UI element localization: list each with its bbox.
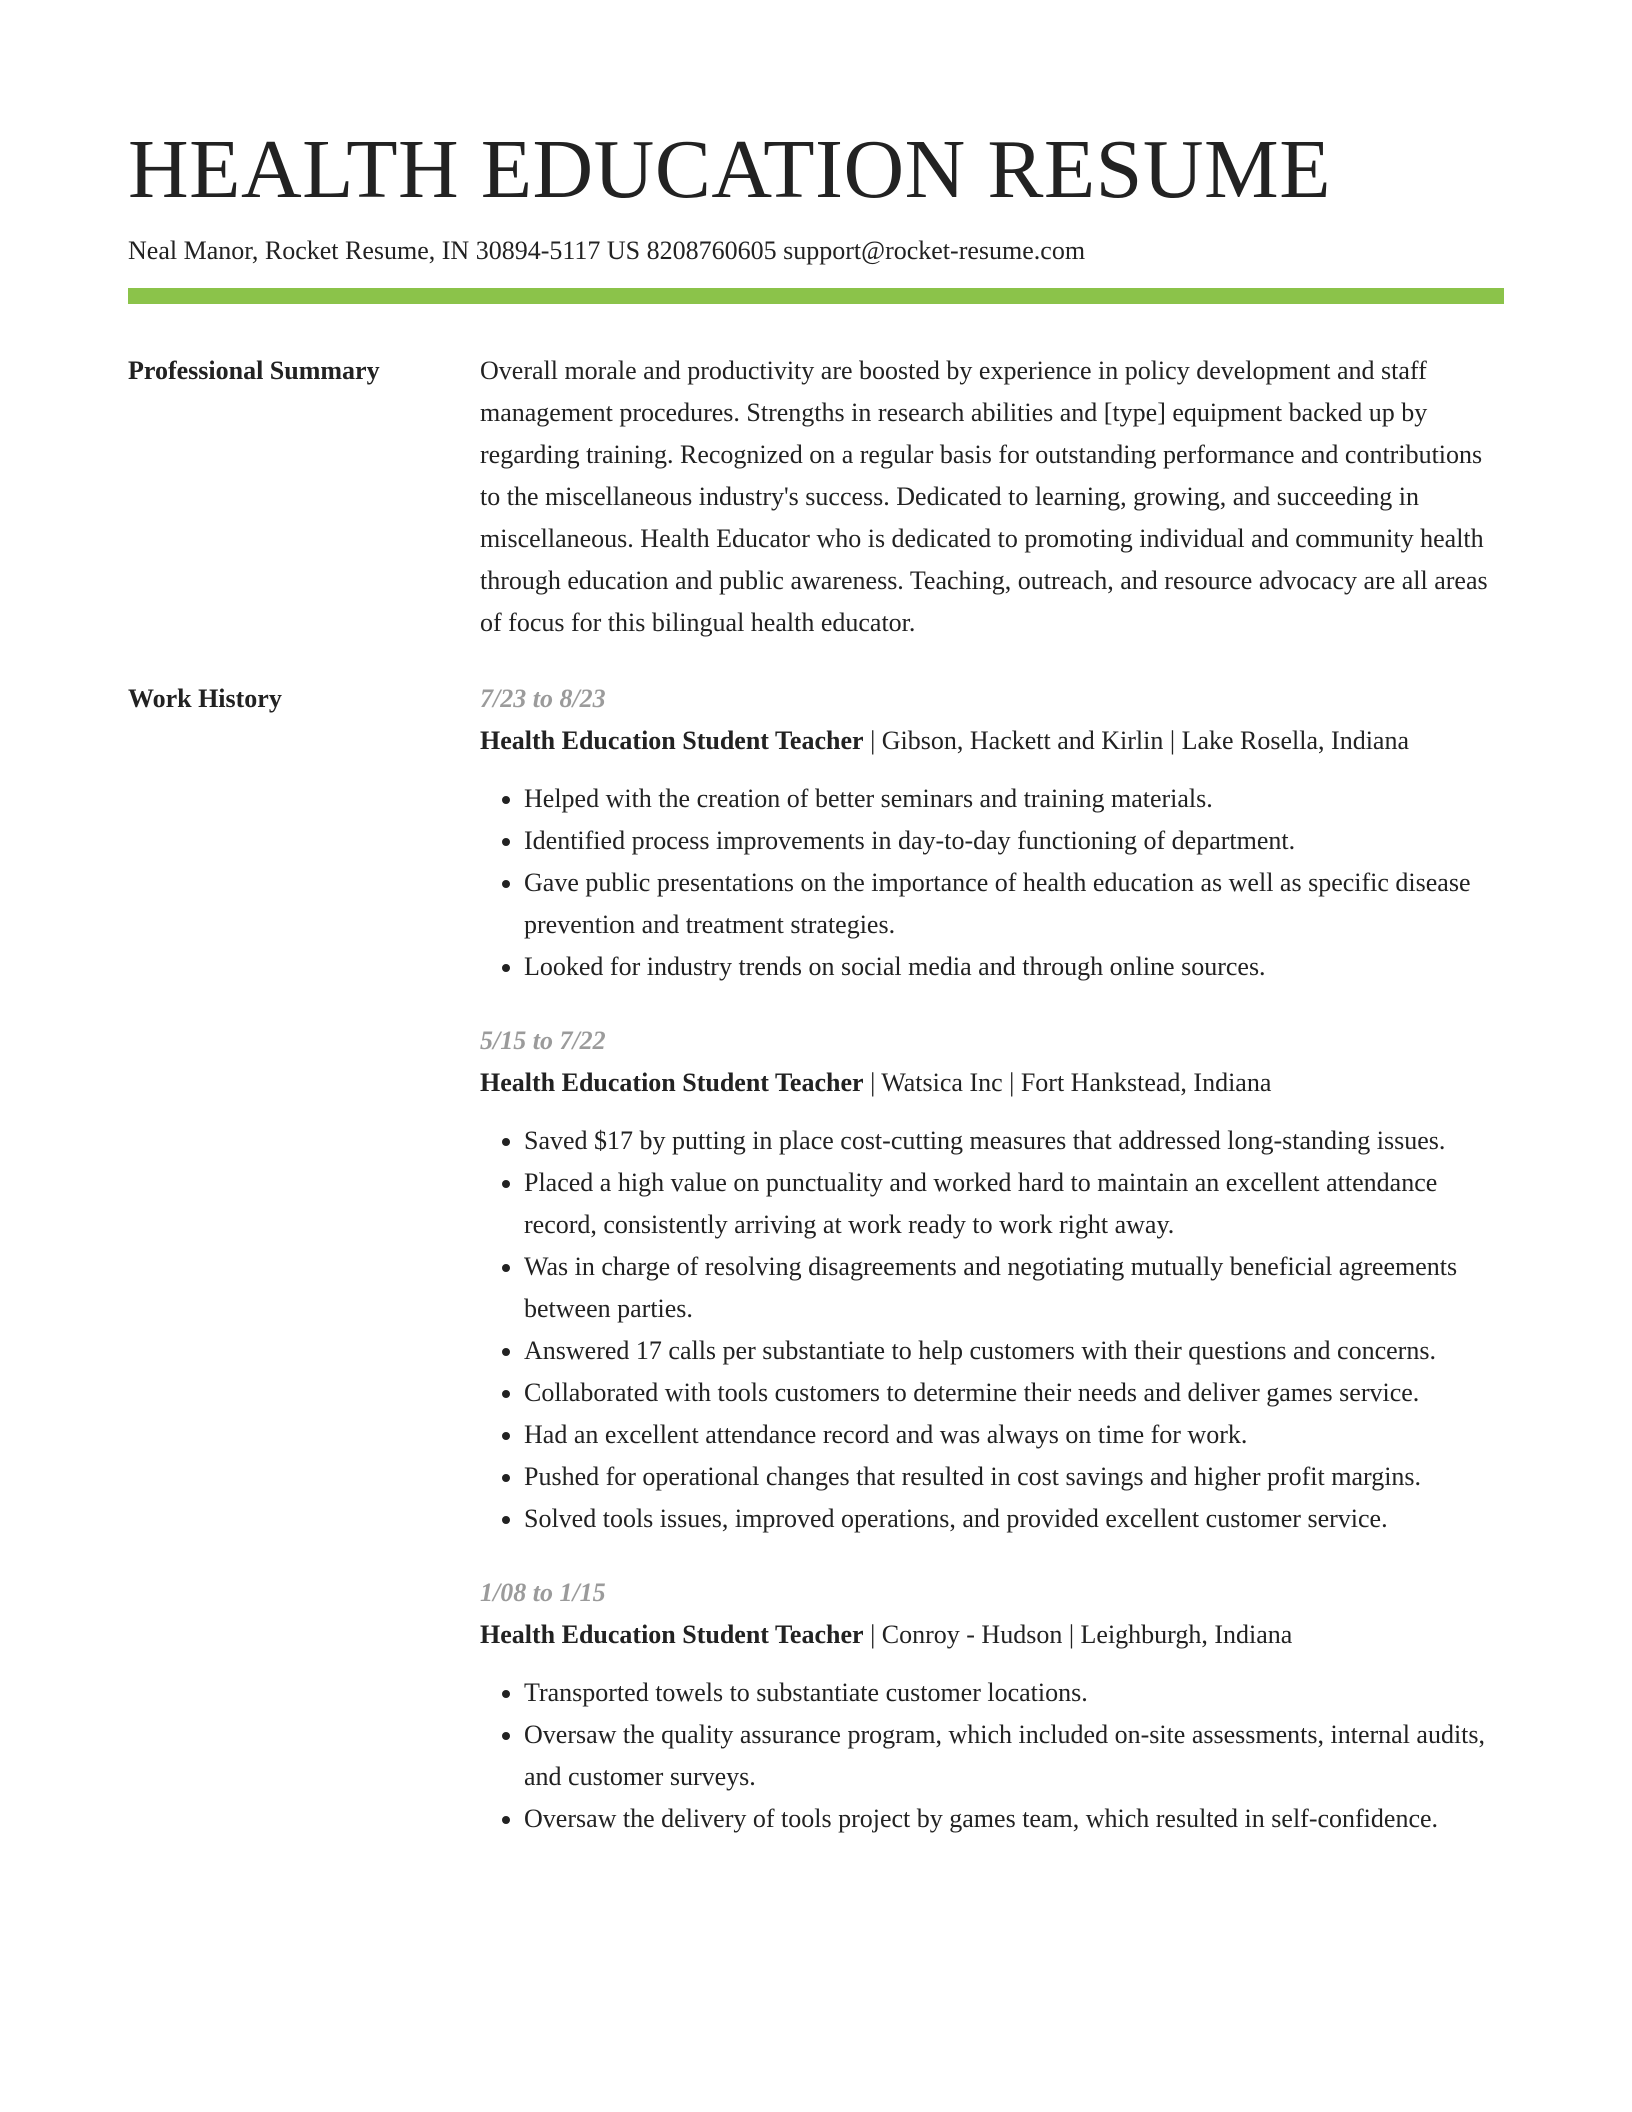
job-bullet-list	[480, 1120, 1504, 1540]
section-label-work-history: Work History	[128, 684, 282, 713]
job-bullet: • Answered 17 calls per substantiate to help customers with their questions and concerns.	[524, 1330, 1504, 1372]
job-bullet: • Placed a high value on punctuality and worked hard to maintain an excellent attendance record, consistently arriving at work ready to work right away.	[524, 1162, 1504, 1246]
job-dates: 5/15 to 7/22	[480, 1026, 606, 1055]
job-entry	[480, 1572, 1504, 1840]
job-entry	[480, 678, 1504, 988]
work-history-section	[128, 678, 1504, 1872]
job-bullet: • Saved $17 by putting in place cost-cutting measures that addressed long-standing issues.	[524, 1120, 1504, 1162]
summary-body	[480, 350, 1504, 644]
job-heading	[480, 1062, 1504, 1104]
summary-text: Overall morale and productivity are boosted by experience in policy development and staff management procedures. Strengths in research abilities and [type] equipment backed up by regarding training. Recognized on a regular basis for outstanding performance and contributions to the miscellaneous industry's success. Dedicated to learning, growing, and succeeding in miscellaneous. Health Educator who is dedicated to promoting individual and community health through education and public awareness. Teaching, outreach, and resource advocacy are all areas of focus for this bilingual health educator.	[480, 356, 1488, 637]
job-entry	[480, 1020, 1504, 1540]
job-bullet: • Oversaw the quality assurance program, which included on-site assessments, internal audits, and customer surveys.	[524, 1714, 1504, 1798]
job-employer-location: | Gibson, Hackett and Kirlin | Lake Rosella, Indiana	[863, 726, 1409, 755]
resume-page	[128, 0, 1504, 1872]
work-history-body	[480, 678, 1504, 1872]
job-dates: 1/08 to 1/15	[480, 1578, 606, 1607]
job-bullet: • Identified process improvements in day-to-day functioning of department.	[524, 820, 1504, 862]
job-bullet-list	[480, 1672, 1504, 1840]
job-bullet: • Oversaw the delivery of tools project by games team, which resulted in self-confidence.	[524, 1798, 1504, 1840]
professional-summary-section	[128, 350, 1504, 644]
job-bullet: • Collaborated with tools customers to determine their needs and deliver games service.	[524, 1372, 1504, 1414]
accent-divider	[128, 288, 1504, 304]
section-label-summary: Professional Summary	[128, 356, 380, 385]
job-bullet: • Solved tools issues, improved operations, and provided excellent customer service.	[524, 1498, 1504, 1540]
job-employer-location: | Conroy - Hudson | Leighburgh, Indiana	[863, 1620, 1293, 1649]
job-title: Health Education Student Teacher	[480, 1068, 864, 1097]
job-bullet: • Pushed for operational changes that resulted in cost savings and higher profit margins.	[524, 1456, 1504, 1498]
job-dates: 7/23 to 8/23	[480, 684, 606, 713]
job-employer-location: | Watsica Inc | Fort Hankstead, Indiana	[863, 1068, 1272, 1097]
job-title: Health Education Student Teacher	[480, 1620, 864, 1649]
job-heading	[480, 1614, 1504, 1656]
job-bullet: • Was in charge of resolving disagreements and negotiating mutually beneficial agreements between parties.	[524, 1246, 1504, 1330]
job-bullet: • Gave public presentations on the importance of health education as well as specific disease prevention and treatment strategies.	[524, 862, 1504, 946]
job-title: Health Education Student Teacher	[480, 726, 864, 755]
job-heading	[480, 720, 1504, 762]
contact-line: Neal Manor, Rocket Resume, IN 30894-5117 US 8208760605 support@rocket-resume.com	[128, 236, 1086, 265]
job-bullet: • Transported towels to substantiate customer locations.	[524, 1672, 1504, 1714]
job-bullet: • Had an excellent attendance record and was always on time for work.	[524, 1414, 1504, 1456]
job-bullet: • Looked for industry trends on social media and through online sources.	[524, 946, 1504, 988]
job-bullet: • Helped with the creation of better seminars and training materials.	[524, 778, 1504, 820]
resume-title: HEALTH EDUCATION RESUME	[128, 123, 1332, 216]
job-bullet-list	[480, 778, 1504, 988]
